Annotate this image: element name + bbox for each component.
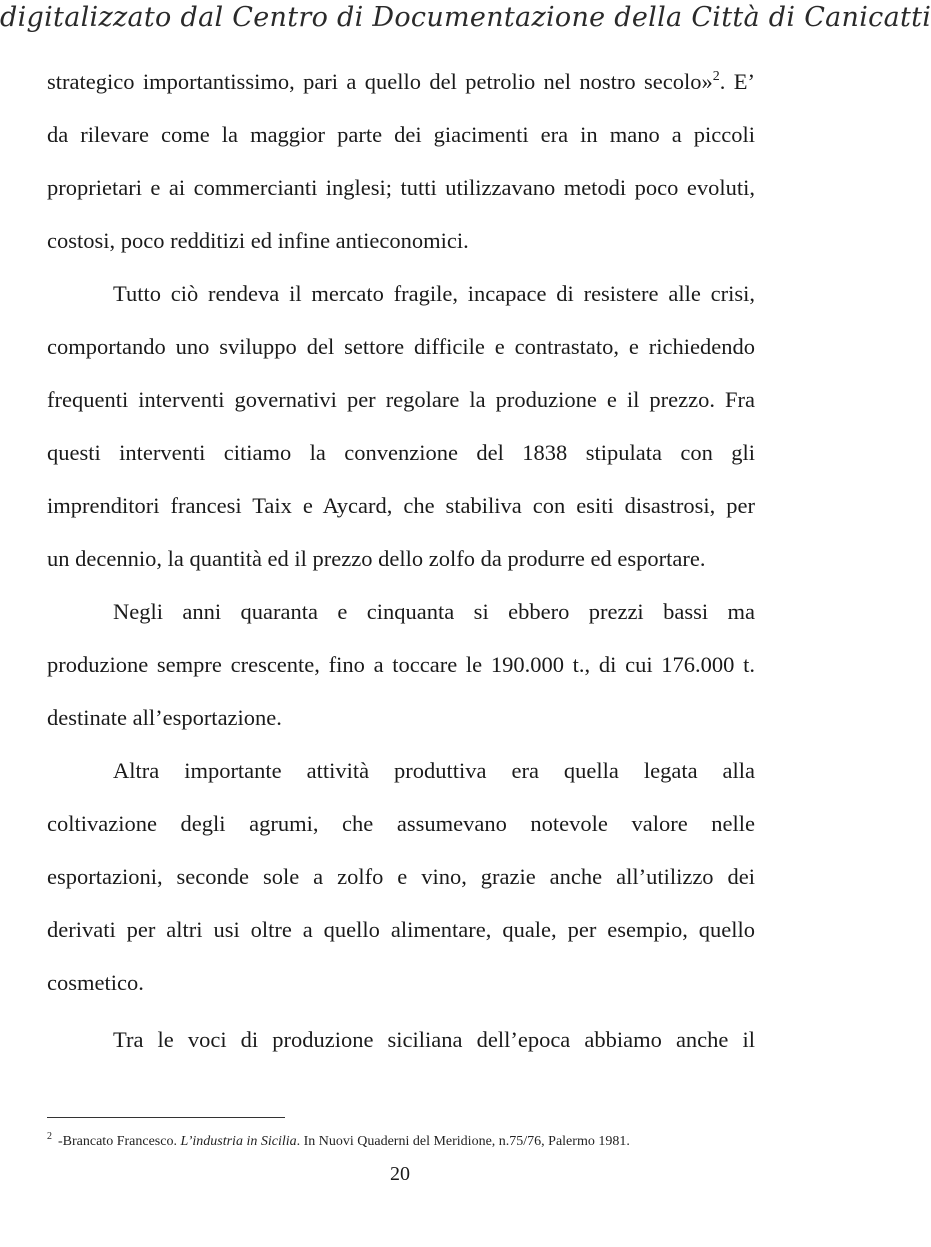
body-line: derivati per altri usi oltre a quello alimentare, quale, per esempio, quello xyxy=(47,917,755,942)
footnote-reference: 2 xyxy=(712,69,720,84)
footnote-author: -Brancato Francesco. xyxy=(58,1134,177,1149)
body-line: Negli anni quaranta e cinquanta si ebbero prezzi bassi ma xyxy=(113,599,755,624)
body-line: Tra le voci di produzione siciliana dell’epoca abbiamo anche il xyxy=(113,1027,755,1052)
body-line: da rilevare come la maggior parte dei giacimenti era in mano a piccoli xyxy=(47,122,755,147)
body-line: costosi, poco redditizi ed infine antieconomici. xyxy=(47,228,469,253)
body-line: comportando uno sviluppo del settore difficile e contrastato, e richiedendo xyxy=(47,334,755,359)
footnote xyxy=(47,1127,630,1152)
body-line: questi interventi citiamo la convenzione del 1838 stipulata con gli xyxy=(47,440,755,465)
body-line: destinate all’esportazione. xyxy=(47,705,282,730)
footnote-title: L’industria in Sicilia xyxy=(180,1134,297,1149)
footnote-divider xyxy=(47,1117,285,1118)
page-number: 20 xyxy=(390,1163,410,1185)
body-line: Altra importante attività produttiva era quella legata alla xyxy=(113,758,755,783)
body-line: imprenditori francesi Taix e Aycard, che stabiliva con esiti disastrosi, per xyxy=(47,493,755,518)
body-line: coltivazione degli agrumi, che assumevano notevole valore nelle xyxy=(47,811,755,836)
body-line: produzione sempre crescente, fino a toccare le 190.000 t., di cui 176.000 t. xyxy=(47,652,755,677)
footnote-mark: 2 xyxy=(47,1131,52,1142)
body-line: frequenti interventi governativi per regolare la produzione e il prezzo. Fra xyxy=(47,387,755,412)
body-line: proprietari e ai commercianti inglesi; tutti utilizzavano metodi poco evoluti, xyxy=(47,175,755,200)
body-line: cosmetico. xyxy=(47,970,144,995)
footnote-citation: . In Nuovi Quaderni del Meridione, n.75/76, Palermo 1981. xyxy=(296,1134,630,1149)
body-line: strategico importantissimo, pari a quello del petrolio nel nostro secolo»$^2$. E’ xyxy=(47,69,755,94)
body-line: esportazioni, seconde sole a zolfo e vino, grazie anche all’utilizzo dei xyxy=(47,864,755,889)
watermark: digitalizzato dal Centro di Documentazione della Città di Canicatti xyxy=(0,2,931,33)
body-line: un decennio, la quantità ed il prezzo dello zolfo da produrre ed esportare. xyxy=(47,546,706,571)
body-line: Tutto ciò rendeva il mercato fragile, incapace di resistere alle crisi, xyxy=(113,281,755,306)
